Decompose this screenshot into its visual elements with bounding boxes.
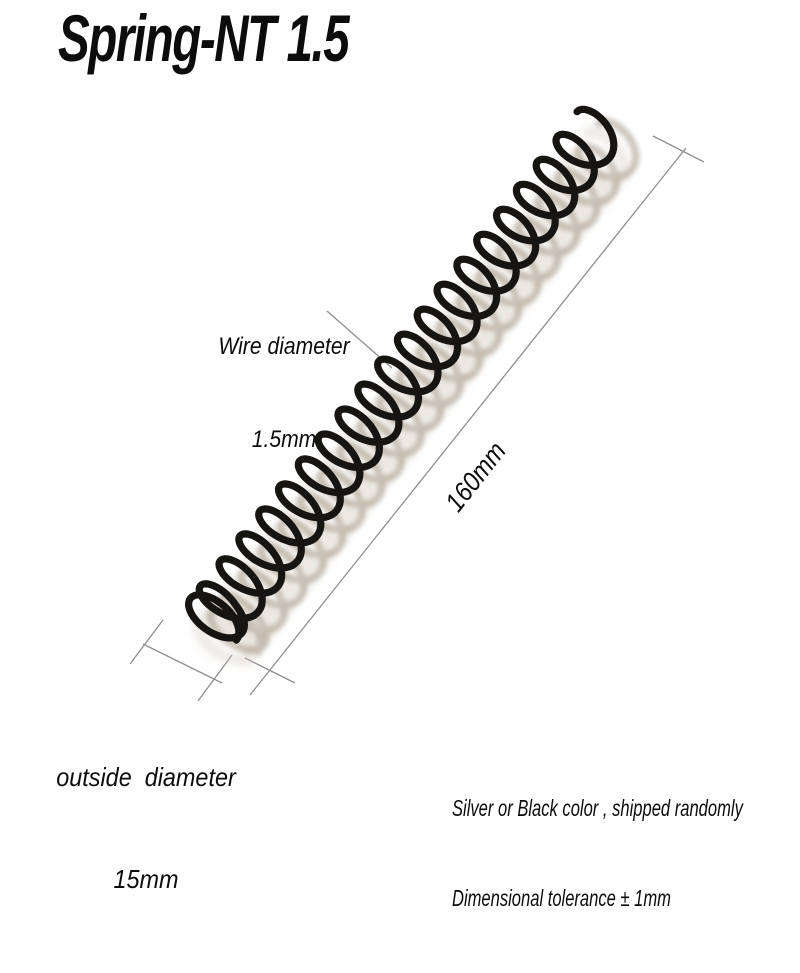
product-title: Spring-NT 1.5: [58, 1, 349, 75]
wire-diameter-label: Wire diameter: [218, 333, 350, 360]
outside-diameter-annotation: [56, 692, 236, 964]
length-annotation: 160mm: [439, 436, 512, 518]
note-tolerance: Dimensional tolerance ± 1mm: [452, 885, 671, 911]
outside-diameter-value: 15mm: [113, 864, 179, 894]
wire-diameter-annotation: [218, 269, 349, 517]
wire-diameter-value: 1.5mm: [251, 426, 317, 453]
dimension-tick-length-bottom: [245, 658, 295, 683]
dimension-tick-od-left: [130, 620, 163, 664]
product-notes: [452, 733, 743, 973]
outside-diameter-label: outside diameter: [56, 762, 236, 792]
note-color: Silver or Black color , shipped randomly: [452, 795, 743, 821]
